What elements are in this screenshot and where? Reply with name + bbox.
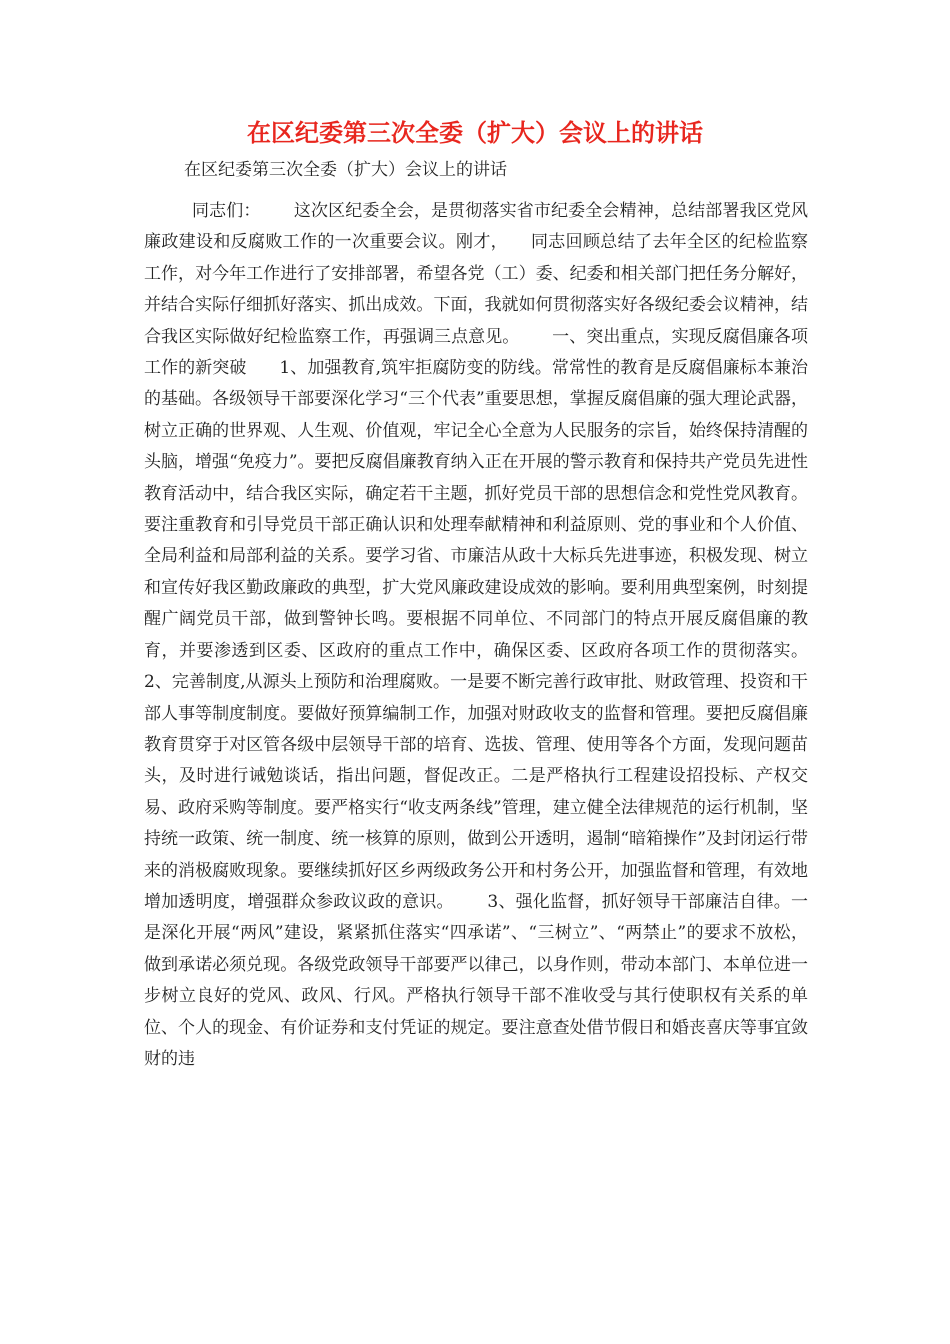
document-subtitle: 在区纪委第三次全委（扩大）会议上的讲话 [184,160,507,180]
document-body-paragraph: 同志们： 这次区纪委全会，是贯彻落实省市纪委全会精神，总结部署我区党风廉政建设和反腐败工作的一次重要会议。刚才， 同志回顾总结了去年全区的纪检监察工作，对今年工作进行了安排部署，希望各党（工）委、纪委和相关部门把任务分解好，并结合实际仔细抓好落实、抓出成效。下面，我就如何贯彻落实好各级纪委会议精神，结合我区实际做好纪检监察工作，再强调三点意见。 一、突出重点，实现反腐倡廉各项工作的新突破 1、加强教育,筑牢拒腐防变的防线。常常性的教育是反腐倡廉标本兼治的基础。各级领导干部要深化学习“三个代表”重要思想，掌握反腐倡廉的强大理论武器，树立正确的世界观、人生观、价值观，牢记全心全意为人民服务的宗旨，始终保持清醒的头脑，增强“免疫力”。要把反腐倡廉教育纳入正在开展的警示教育和保持共产党员先进性教育活动中，结合我区实际，确定若干主题，抓好党员干部的思想信念和党性党风教育。要注重教育和引导党员干部正确认识和处理奉献精神和利益原则、党的事业和个人价值、全局利益和局部利益的关系。要学习省、市廉洁从政十大标兵先进事迹，积极发现、树立和宣传好我区勤政廉政的典型，扩大党风廉政建设成效的影响。要利用典型案例，时刻提醒广阔党员干部，做到警钟长鸣。要根据不同单位、不同部门的特点开展反腐倡廉的教育，并要渗透到区委、区政府的重点工作中，确保区委、区政府各项工作的贯彻落实。 2、完善制度,从源头上预防和治理腐败。一是要不断完善行政审批、财政管理、投资和干部人事等制度制度。要做好预算编制工作，加强对财政收支的监督和管理。要把反腐倡廉教育贯穿于对区管各级中层领导干部的培育、选拔、管理、使用等各个方面，发现问题苗头，及时进行诫勉谈话，指出问题，督促改正。二是严格执行工程建设招投标、产权交易、政府采购等制度。要严格实行“收支两条线”管理，建立健全法律规范的运行机制，坚持统一政策、统一制度、统一核算的原则，做到公开透明，遏制“暗箱操作”及封闭运行带来的消极腐败现象。要继续抓好区乡两级政务公开和村务公开，加强监督和管理，有效地增加透明度，增强群众参政议政的意识。 3、强化监督，抓好领导干部廉洁自律。一是深化开展“两风”建设，紧紧抓住落实“四承诺”、“三树立”、“两禁止”的要求不放松，做到承诺必须兑现。各级党政领导干部要严以律己，以身作则，带动本部门、本单位进一步树立良好的党风、政风、行风。严格执行领导干部不准收受与其行使职权有关系的单位、个人的现金、有价证券和支付凭证的规定。要注意查处借节假日和婚丧喜庆等事宜敛财的违 [144,201,841,1069]
document-title: 在区纪委第三次全委（扩大）会议上的讲话 [247,119,703,147]
